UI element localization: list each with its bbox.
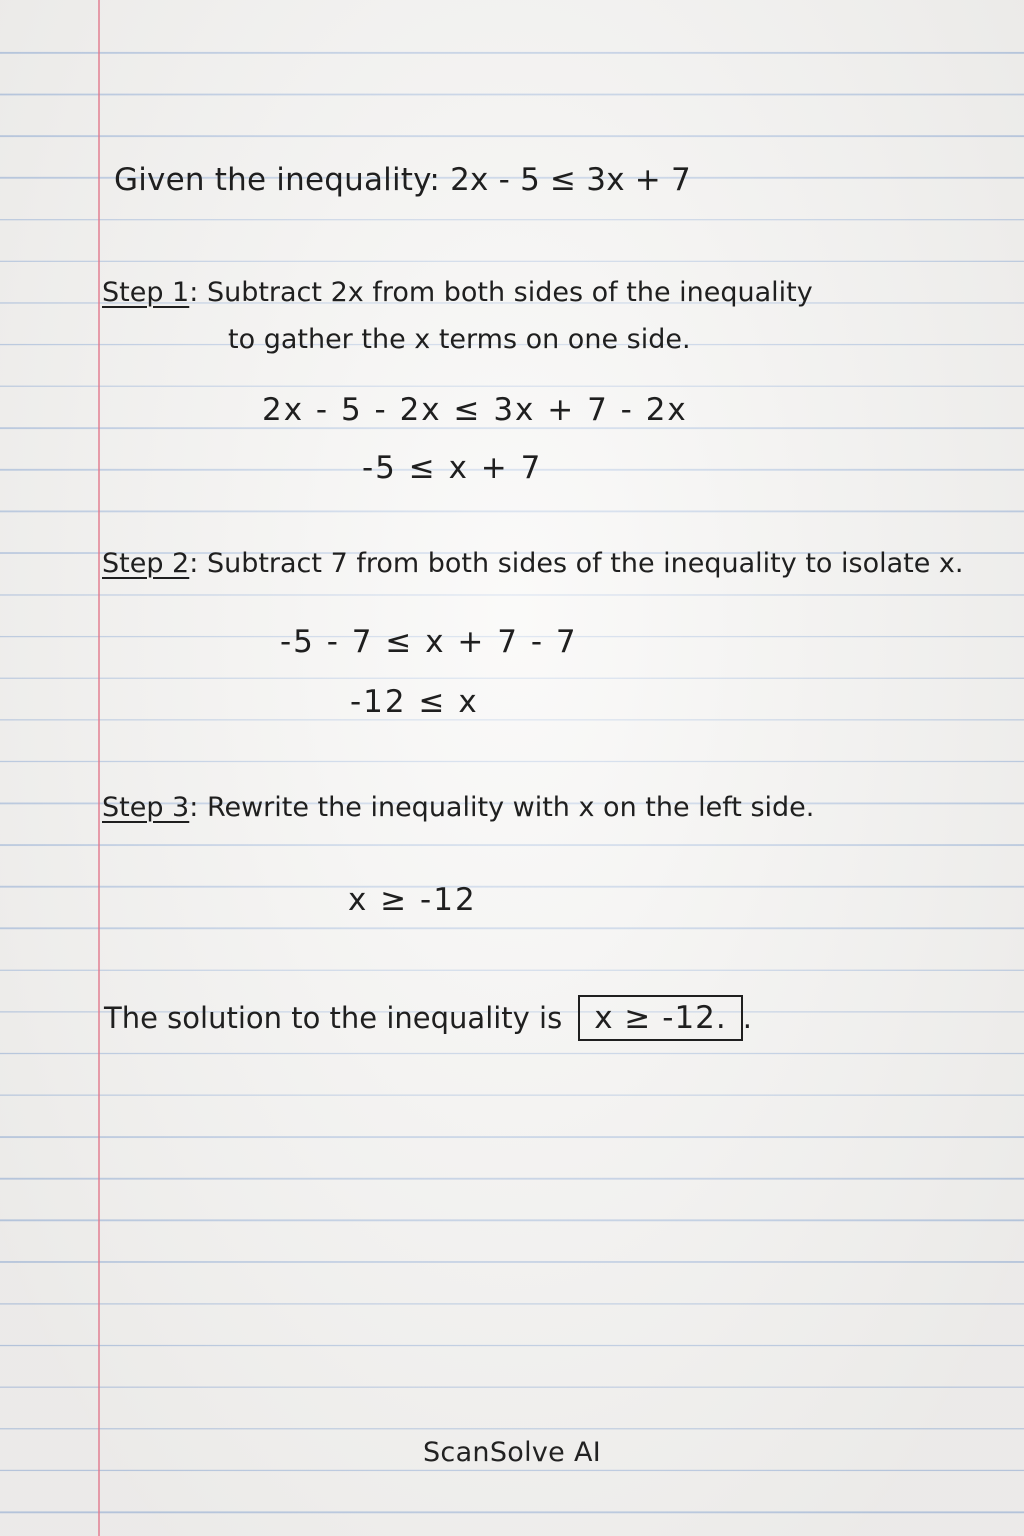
step-1-line: [102, 277, 813, 308]
step-3-equation: x ≥ -12: [348, 882, 477, 918]
step-1-text: Subtract 2x from both sides of the inequality: [206, 277, 813, 308]
step-2-equation-2: -12 ≤ x: [350, 684, 479, 720]
conclusion-text: The solution to the inequality is: [104, 1001, 563, 1035]
step-1-equation-1: 2x - 5 - 2x ≤ 3x + 7 - 2x: [262, 392, 688, 428]
margin-line: [98, 0, 100, 1536]
footer-brand: ScanSolve AI: [422, 1437, 601, 1468]
step-3-colon: :: [189, 792, 207, 823]
step-2-equation-1: -5 - 7 ≤ x + 7 - 7: [280, 624, 578, 660]
step-2-colon: :: [189, 548, 207, 579]
step-3-label: Step 3: [102, 792, 190, 823]
step-1-equation-2: -5 ≤ x + 7: [362, 450, 543, 486]
step-3-line: [102, 792, 814, 823]
answer-box: x ≥ -12.: [578, 995, 743, 1041]
step-1-text-continued: to gather the x terms on one side.: [228, 324, 691, 355]
step-1-label: Step 1: [102, 277, 190, 308]
step-2-text: Subtract 7 from both sides of the inequality to isolate x.: [206, 548, 964, 579]
step-3-text: Rewrite the inequality with x on the left side.: [206, 792, 815, 823]
problem-statement: Given the inequality: 2x - 5 ≤ 3x + 7: [114, 162, 691, 198]
step-2-label: Step 2: [102, 548, 190, 579]
conclusion-period: .: [742, 1001, 752, 1035]
step-2-line: [102, 548, 964, 579]
conclusion-line: [104, 995, 752, 1041]
step-1-colon: :: [189, 277, 207, 308]
